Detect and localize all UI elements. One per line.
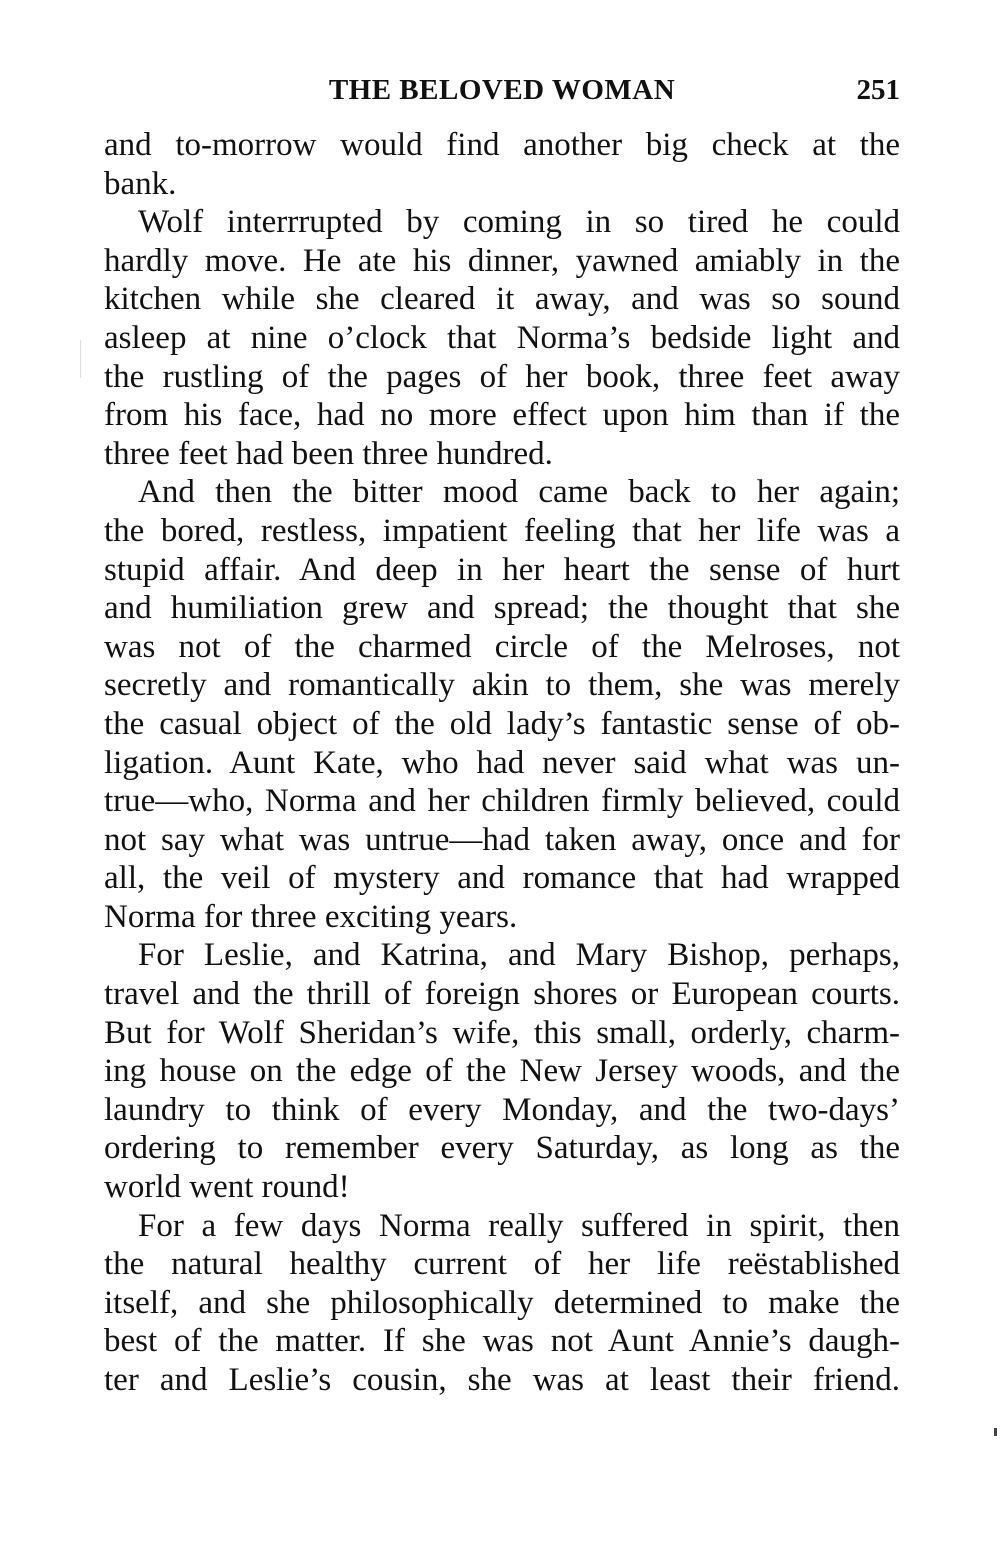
text-line: not say what was untrue—had taken away, once and for <box>104 821 900 858</box>
page-number: 251 <box>856 74 900 106</box>
text-line: ter and Leslie’s cousin, she was at least their friend. <box>104 1362 900 1398</box>
text-line: kitchen while she cleared it away, and was so sound <box>104 281 900 318</box>
text-line: And then the bitter mood came back to her again; <box>138 474 900 511</box>
margin-mark <box>80 340 81 378</box>
running-head <box>104 70 900 110</box>
paragraph <box>104 936 900 1206</box>
text-line: was not of the charmed circle of the Melroses, not <box>104 628 900 665</box>
text-line: best of the matter. If she was not Aunt Annie’s daugh- <box>104 1323 900 1360</box>
text-line: three feet had been three hundred. <box>104 435 553 472</box>
text-line: bank. <box>104 165 177 202</box>
text-line: But for Wolf Sheridan’s wife, this small, orderly, charm- <box>104 1014 900 1051</box>
text-line: Wolf interrrupted by coming in so tired he could <box>138 204 900 241</box>
text-line: itself, and she philosophically determined to make the <box>104 1284 900 1321</box>
edge-mark <box>994 1428 997 1436</box>
text-line: and humiliation grew and spread; the thought that she <box>104 590 900 627</box>
text-line: For Leslie, and Katrina, and Mary Bishop, perhaps, <box>138 937 900 974</box>
text-line: the casual object of the old lady’s fantastic sense of ob- <box>104 705 900 742</box>
text-line: ing house on the edge of the New Jersey woods, and the <box>104 1053 900 1090</box>
text-line: all, the veil of mystery and romance that had wrapped <box>104 860 900 897</box>
text-line: the bored, restless, impatient feeling that her life was a <box>104 512 900 549</box>
text-line: world went round! <box>104 1169 350 1206</box>
body-text <box>104 126 900 1400</box>
text-line: secretly and romantically akin to them, she was merely <box>104 667 900 704</box>
text-line: ligation. Aunt Kate, who had never said what was un- <box>104 744 900 781</box>
text-line: stupid affair. And deep in her heart the sense of hurt <box>104 551 900 588</box>
text-line: true—who, Norma and her children firmly believed, could <box>104 783 900 820</box>
text-line: the natural healthy current of her life reëstablished <box>104 1246 900 1283</box>
running-title: THE BELOVED WOMAN <box>328 74 676 106</box>
text-line: hardly move. He ate his dinner, yawned amiably in the <box>104 242 900 279</box>
text-line: travel and the thrill of foreign shores or European courts. <box>104 976 900 1013</box>
text-line: from his face, had no more effect upon him than if the <box>104 397 900 434</box>
paragraph <box>104 126 900 203</box>
text-line: asleep at nine o’clock that Norma’s bedside light and <box>104 319 900 356</box>
text-line: the rustling of the pages of her book, three feet away <box>104 358 900 395</box>
text-line: For a few days Norma really suffered in spirit, then <box>138 1207 900 1244</box>
text-line: laundry to think of every Monday, and the two-days’ <box>104 1091 900 1128</box>
paragraph <box>104 203 900 473</box>
text-line: ordering to remember every Saturday, as long as the <box>104 1130 900 1167</box>
text-line: Norma for three exciting years. <box>104 898 518 935</box>
paragraph <box>104 473 900 936</box>
paragraph <box>104 1207 900 1400</box>
text-line: and to-morrow would find another big check at the <box>104 127 900 163</box>
